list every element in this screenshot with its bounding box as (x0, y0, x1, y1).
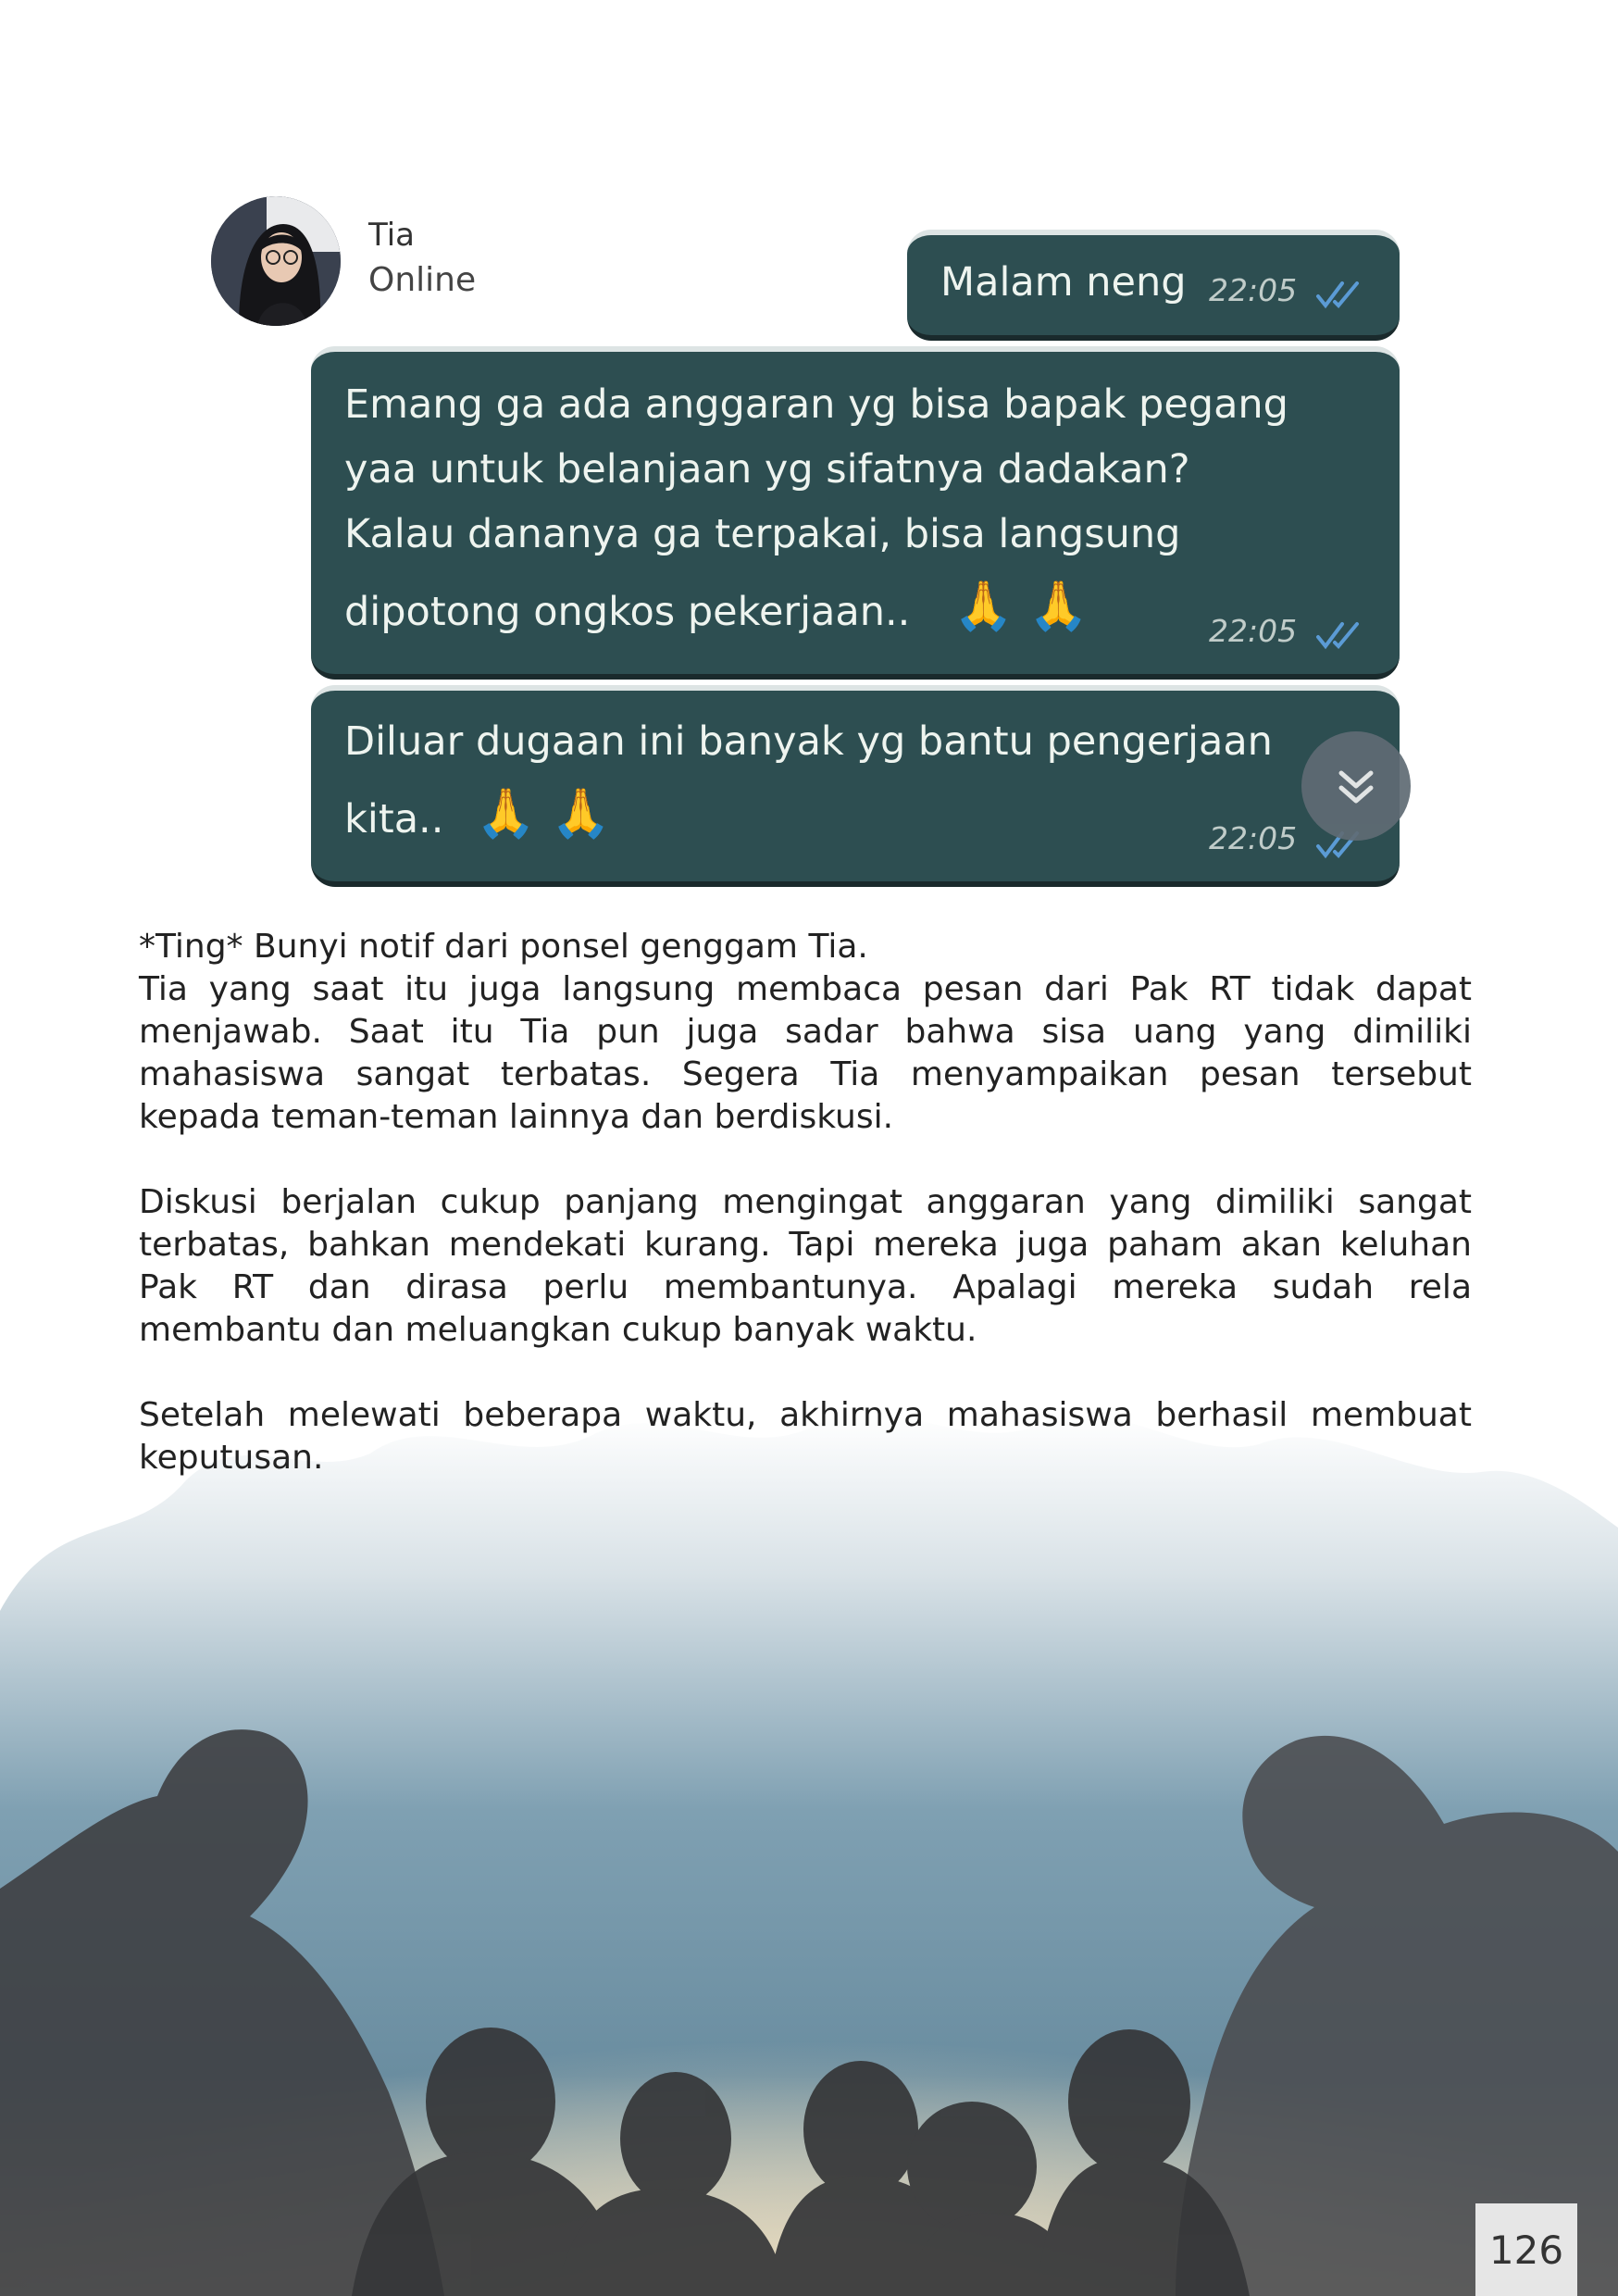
paragraph-1 (139, 926, 1472, 1139)
chat-bubble-2 (311, 346, 1400, 680)
message-time: 22:05 (1209, 613, 1298, 649)
page-number: 126 (1475, 2203, 1577, 2296)
chat-bubble-1 (907, 230, 1400, 341)
text-line: Pak RT dan dirasa perlu membantunya. Apalagi mereka sudah rela (139, 1268, 1472, 1306)
chat-bubble-3 (311, 685, 1400, 887)
text-line: Setelah melewati beberapa waktu, akhirnya mahasiswa berhasil membuat (139, 1396, 1472, 1434)
message-line: dipotong ongkos pekerjaan.. (344, 589, 911, 635)
contact-avatar[interactable] (211, 196, 341, 326)
message-line: Emang ga ada anggaran yg bisa bapak pegang (344, 381, 1288, 428)
message-line: Kalau dananya ga terpakai, bisa langsung (344, 511, 1181, 557)
message-line: Diluar dugaan ini banyak yg bantu pengerjaan (344, 718, 1273, 765)
text-line: *Ting* Bunyi notif dari ponsel genggam Tia. (139, 928, 868, 966)
text-line: kepada teman-teman lainnya dan berdiskusi. (139, 1098, 894, 1136)
double-check-icon (1314, 618, 1366, 650)
text-line: keputusan. (139, 1439, 324, 1477)
text-line: Tia yang saat itu juga langsung membaca pesan dari Pak RT tidak dapat (139, 970, 1472, 1008)
message-line: yaa untuk belanjaan yg sifatnya dadakan? (344, 446, 1190, 493)
text-line: Diskusi berjalan cukup panjang mengingat anggaran yang dimiliki sangat (139, 1183, 1472, 1221)
text-line: mahasiswa sangat terbatas. Segera Tia menyampaikan pesan tersebut (139, 1055, 1472, 1093)
contact-status: Online (368, 261, 477, 299)
scroll-down-button[interactable] (1301, 731, 1411, 841)
paragraph-3 (139, 1394, 1472, 1479)
message-time: 22:05 (1209, 272, 1298, 308)
message-text: Malam neng (940, 259, 1187, 306)
message-time: 22:05 (1209, 820, 1298, 856)
contact-name: Tia (368, 217, 416, 254)
text-line: menjawab. Saat itu Tia pun juga sadar bahwa sisa uang yang dimiliki (139, 1013, 1472, 1051)
praying-hands-emoji: 🙏 🙏 (476, 786, 612, 842)
paragraph-2 (139, 1181, 1472, 1352)
silhouette-illustration (0, 1370, 1618, 2296)
message-line: kita.. (344, 796, 444, 842)
text-line: membantu dan meluangkan cukup banyak waktu. (139, 1311, 977, 1349)
double-check-icon (1314, 278, 1366, 309)
text-line: terbatas, bahkan mendekati kurang. Tapi mereka juga paham akan keluhan (139, 1226, 1472, 1264)
praying-hands-emoji: 🙏 🙏 (953, 579, 1089, 634)
double-chevron-down-icon (1330, 760, 1382, 812)
